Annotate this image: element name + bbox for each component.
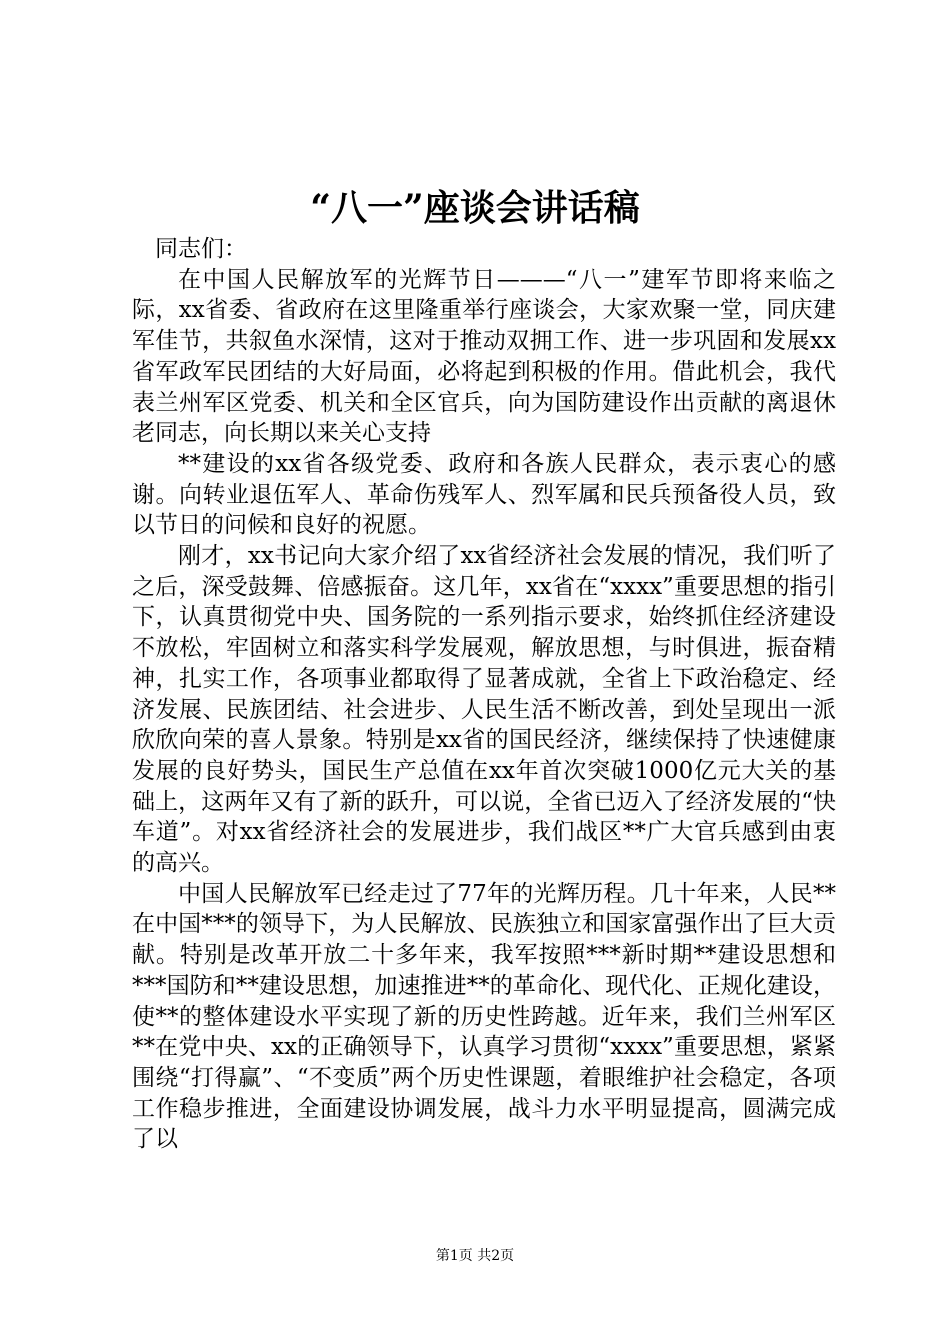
document-body [132, 234, 836, 1155]
paragraph: 中国人民解放军已经走过了77年的光辉历程。几十年来，人民**在中国***的领导下，为人民解放、民族独立和国家富强作出了巨大贡献。特别是改革开放二十多年来，我军按照***新时期**建设思想和***国防和**建设思想，加速推进**的革命化、现代化、正规化建设，使**的整体建设水平实现了新的历史性跨越。近年来，我们兰州军区**在党中央、xx的正确领导下，认真学习贯彻“xxxx”重要思想，紧紧围绕“打得赢”、“不变质”两个历史性课题，着眼维护社会稳定，各项工作稳步推进，全面建设协调发展，战斗力水平明显提高，圆满完成了以 [132, 880, 836, 1153]
paragraph: 在中国人民解放军的光辉节日———“八一”建军节即将来临之际，xx省委、省政府在这里隆重举行座谈会，大家欢聚一堂，同庆建军佳节，共叙鱼水深情，这对于推动双拥工作、进一步巩固和发展xx省军政军民团结的大好局面，必将起到积极的作用。借此机会，我代表兰州军区党委、机关和全区官兵，向为国防建设作出贡献的离退休老同志，向长期以来关心支持 [132, 266, 836, 447]
greeting: 同志们： [155, 236, 247, 262]
page-footer: 第1页 共2页 [435, 1248, 515, 1264]
paragraph: **建设的xx省各级党委、政府和各族人民群众，表示衷心的感谢。向转业退伍军人、革命伤残军人、烈军属和民兵预备役人员，致以节日的问候和良好的祝愿。 [132, 450, 836, 539]
document-title: “八一”座谈会讲话稿 [310, 187, 640, 229]
paragraph: 刚才，xx书记向大家介绍了xx省经济社会发展的情况，我们听了之后，深受鼓舞、倍感振奋。这几年，xx省在“xxxx”重要思想的指引下，认真贯彻党中央、国务院的一系列指示要求，始终抓住经济建设不放松，牢固树立和落实科学发展观，解放思想，与时俱进，振奋精神，扎实工作，各项事业都取得了显著成就，全省上下政治稳定、经济发展、民族团结、社会进步、人民生活不断改善，到处呈现出一派欣欣向荣的喜人景象。特别是xx省的国民经济，继续保持了快速健康发展的良好势头，国民生产总值在xx年首次突破1000亿元大关的基础上，这两年又有了新的跃升，可以说，全省已迈入了经济发展的“快车道”。对xx省经济社会的发展进步，我们战区**广大官兵感到由衷的高兴。 [132, 543, 836, 877]
